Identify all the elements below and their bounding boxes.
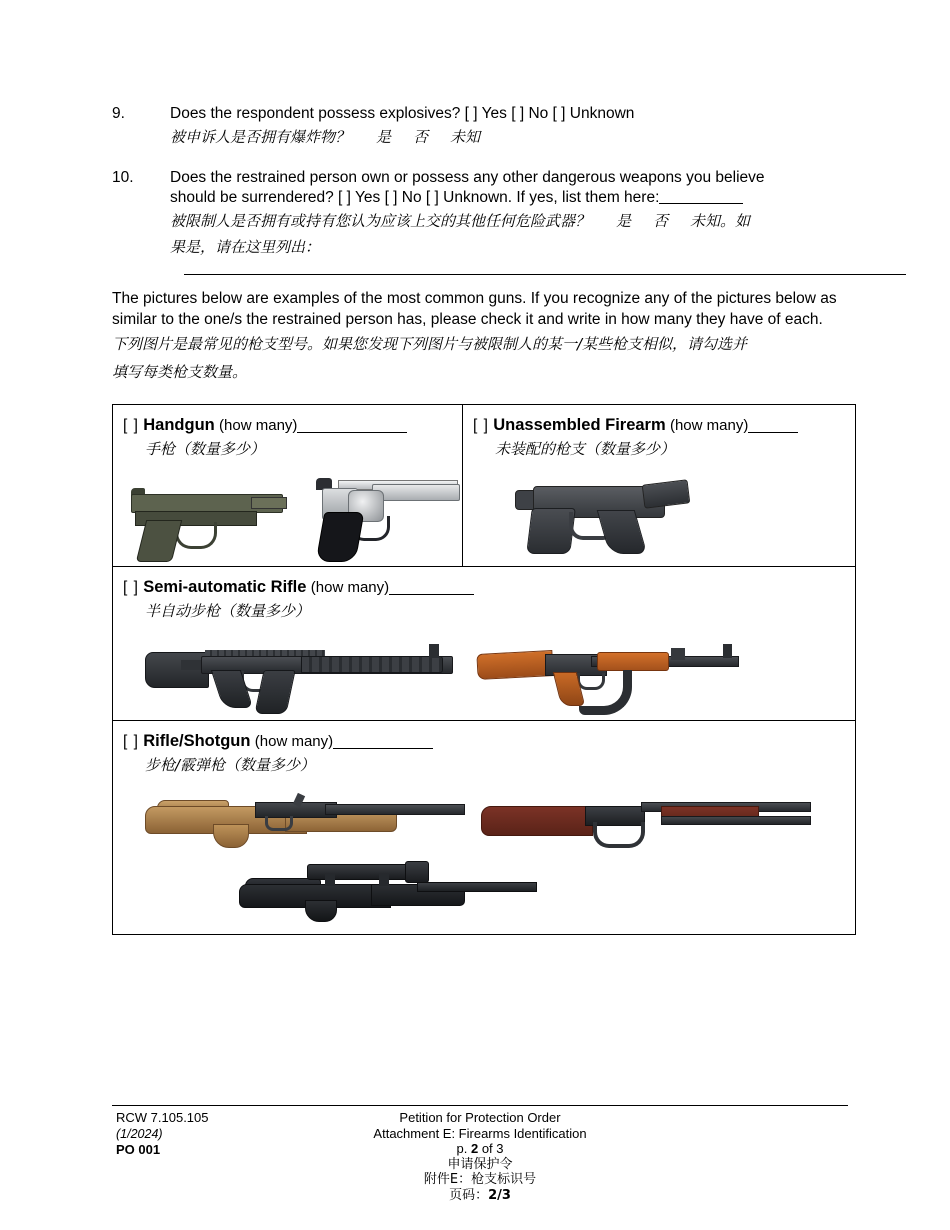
firearms-identification-table xyxy=(112,404,856,935)
unassembled-firearm-label: Unassembled Firearm xyxy=(493,416,666,434)
footer-page-value-chinese: 2/3 xyxy=(488,1187,511,1203)
rifle-shotgun-checkbox[interactable]: [ ] xyxy=(123,733,139,750)
question-10 xyxy=(112,168,848,275)
semi-automatic-rifle-images xyxy=(123,630,855,714)
semi-automatic-rifle-quantity-blank[interactable] xyxy=(389,594,474,595)
footer-revision-date: (1/2024) xyxy=(116,1127,163,1141)
table-row-semi-automatic-rifle xyxy=(113,567,855,721)
document-content xyxy=(112,104,848,935)
semi-automatic-rifle-label-chinese: 半自动步枪（数量多少） xyxy=(145,602,311,620)
semi-auto-how-many-label: (how many) xyxy=(310,579,390,596)
question-10-chinese-unknown: 未知。如 xyxy=(690,212,751,230)
rifle-shotgun-header xyxy=(123,731,855,752)
instructions-english: The pictures below are examples of the most common guns. If you recognize any of the pictures below as similar to the one/s the restrained person has, please check it and write in how many they have of each. xyxy=(112,290,837,328)
question-9-chinese-unknown: 未知 xyxy=(450,128,481,146)
footer-center xyxy=(112,1110,848,1203)
question-10-number: 10. xyxy=(112,169,134,186)
unassembled-how-many-label: (how many) xyxy=(669,417,749,434)
footer-page-prefix-chinese: 页码： xyxy=(449,1187,489,1203)
table-row-handgun-unassembled xyxy=(113,405,855,567)
handgun-header xyxy=(123,415,462,436)
question-10-chinese-text: 被限制人是否拥有或持有您认为应该上交的其他任何危险武器？ xyxy=(170,212,591,230)
semi-auto-rifle-header xyxy=(123,577,855,598)
instructions-chinese-line1: 下列图片是最常见的枪支型号。如果您发现下列图片与被限制人的某一/某些枪支相似，请勾选并 xyxy=(112,335,748,353)
rifle-shotgun-images-row1 xyxy=(123,784,855,852)
unassembled-firearm-checkbox[interactable]: [ ] xyxy=(473,417,489,434)
footer-attachment-title: Attachment E: Firearms Identification xyxy=(373,1125,587,1141)
rifle-shotgun-quantity-blank[interactable] xyxy=(333,748,433,749)
footer-page-indicator-chinese xyxy=(112,1188,848,1204)
question-10-chinese-line2: 果是，请在这里列出： xyxy=(170,238,321,256)
question-10-english-line2 xyxy=(170,188,906,208)
rifle-shotgun-images-row2 xyxy=(123,858,855,928)
question-9-chinese-no: 否 xyxy=(413,128,429,146)
handgun-checkbox[interactable]: [ ] xyxy=(123,417,139,434)
question-9-body xyxy=(170,104,848,150)
footer-rcw-citation: RCW 7.105.105 xyxy=(116,1110,209,1125)
question-9 xyxy=(112,104,848,150)
question-9-chinese-text: 被申诉人是否拥有爆炸物？ xyxy=(170,128,351,146)
ak-rifle-image xyxy=(471,630,741,714)
rifle-shotgun-label-chinese: 步枪/霰弹枪（数量多少） xyxy=(145,756,316,774)
question-9-chinese xyxy=(170,124,848,150)
cell-handgun xyxy=(113,405,463,566)
footer-page-prefix: p. xyxy=(456,1141,471,1156)
revolver-image xyxy=(314,468,462,560)
page-footer xyxy=(112,1105,848,1206)
question-9-number: 9. xyxy=(112,105,125,122)
footer-page-indicator xyxy=(112,1141,848,1157)
scoped-rifle-image xyxy=(239,858,539,928)
unassembled-header xyxy=(473,415,855,436)
footer-page-suffix: of 3 xyxy=(478,1141,504,1156)
instructions-paragraph xyxy=(112,289,848,386)
instructions-chinese-line2: 填写每类枪支数量。 xyxy=(112,363,248,381)
footer-form-title-chinese: 申请保护令 xyxy=(447,1156,513,1172)
question-10-chinese-yes: 是 xyxy=(616,212,632,230)
lever-action-rifle-image xyxy=(481,788,811,852)
footer-page-number: 2 xyxy=(470,1141,479,1156)
unassembled-firearm-images xyxy=(473,468,855,558)
question-10-english-line1: Does the restrained person own or possess any other dangerous weapons you believe xyxy=(170,169,765,186)
footer-form-title: Petition for Protection Order xyxy=(399,1110,561,1125)
handgun-quantity-blank[interactable] xyxy=(297,432,407,433)
semi-automatic-rifle-checkbox[interactable]: [ ] xyxy=(123,579,139,596)
semi-auto-pistol-image xyxy=(131,480,288,560)
question-10-chinese-line1 xyxy=(170,208,906,234)
question-10-write-in-rule[interactable] xyxy=(184,274,906,275)
question-9-english: Does the respondent possess explosives? [ ] Yes [ ] No [ ] Unknown xyxy=(170,105,635,122)
handgun-how-many-label: (how many) xyxy=(219,417,298,434)
question-10-chinese-no: 否 xyxy=(653,212,669,230)
cell-unassembled-firearm xyxy=(463,405,855,566)
cell-semi-automatic-rifle xyxy=(113,567,855,720)
handgun-label-chinese: 手枪（数量多少） xyxy=(145,440,266,458)
footer-content xyxy=(112,1106,848,1206)
bolt-action-rifle-image xyxy=(145,784,465,852)
question-10-english-line2-text: should be surrendered? [ ] Yes [ ] No [ ] Unknown. If yes, list them here: xyxy=(170,189,660,206)
question-10-body xyxy=(170,168,906,275)
cell-rifle-shotgun xyxy=(113,721,855,934)
lower-receiver-image xyxy=(503,468,693,558)
ar15-rifle-image xyxy=(141,630,461,714)
table-row-rifle-shotgun xyxy=(113,721,855,934)
semi-automatic-rifle-label: Semi-automatic Rifle xyxy=(143,578,307,596)
footer-form-number: PO 001 xyxy=(116,1142,161,1157)
handgun-images xyxy=(123,468,462,560)
unassembled-firearm-label-chinese: 未装配的枪支（数量多少） xyxy=(495,440,676,458)
footer-attachment-title-chinese: 附件E：枪支标识号 xyxy=(423,1172,537,1187)
rifle-shotgun-label: Rifle/Shotgun xyxy=(143,732,251,750)
unassembled-quantity-blank[interactable] xyxy=(748,432,798,433)
rifle-shotgun-how-many-label: (how many) xyxy=(254,733,334,750)
handgun-label: Handgun xyxy=(143,416,215,434)
question-9-chinese-yes: 是 xyxy=(376,128,392,146)
question-10-answer-blank[interactable] xyxy=(659,203,743,204)
